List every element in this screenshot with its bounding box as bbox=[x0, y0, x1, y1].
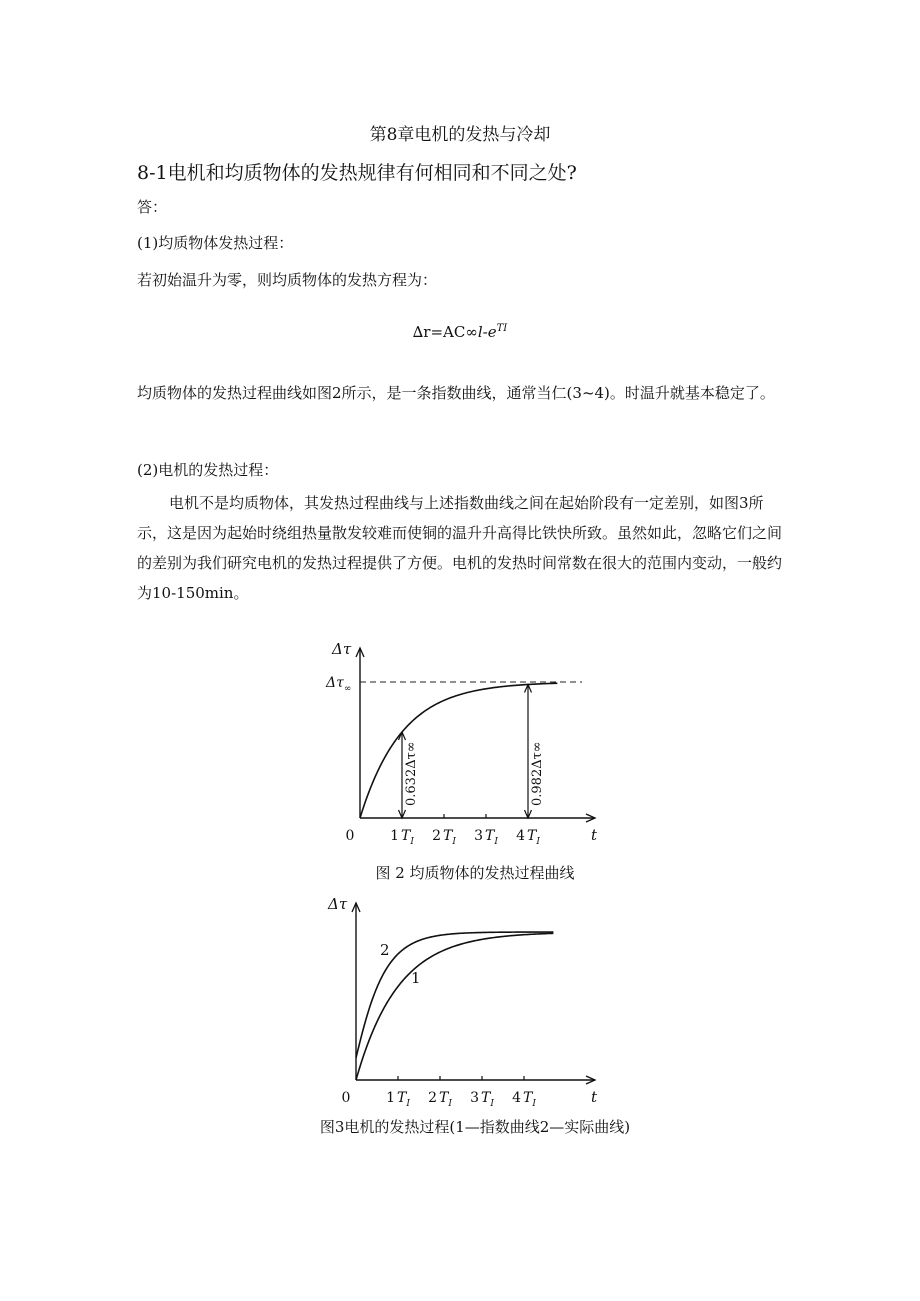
y-axis-label: Δτ bbox=[332, 640, 352, 658]
y-axis-label: Δτ bbox=[328, 895, 348, 913]
x-tick-label: 2 $T_I$ bbox=[428, 1090, 452, 1109]
figure-2-chart bbox=[320, 640, 610, 845]
section-1-intro: 若初始温升为零，则均质物体的发热方程为： bbox=[137, 271, 438, 289]
formula-exponent: TI bbox=[496, 323, 508, 334]
heating-equation bbox=[0, 323, 920, 341]
annotation-label: 0.632Δτ∞ bbox=[404, 741, 419, 806]
section-2-heading: (2)电机的发热过程： bbox=[137, 461, 279, 479]
x-tick-label: 4 $T_I$ bbox=[512, 1090, 536, 1109]
x-tick-label: 2 $T_I$ bbox=[432, 828, 456, 845]
answer-label: 答： bbox=[137, 198, 168, 216]
figure-3-caption: 图3电机的发热过程(1—指数曲线2—实际曲线) bbox=[319, 1118, 631, 1136]
figure-3-chart bbox=[320, 895, 610, 1115]
x-tick-label: 4 $T_I$ bbox=[516, 828, 540, 845]
curve-2-label: 2 bbox=[380, 941, 390, 959]
formula-right: l-e bbox=[477, 323, 497, 341]
question-heading: 8-1电机和均质物体的发热规律有何相同和不同之处? bbox=[137, 162, 577, 184]
curve-1-label: 1 bbox=[411, 969, 421, 987]
formula-left: ∆r=AC∞ bbox=[412, 323, 478, 341]
origin-label: 0 bbox=[341, 1090, 351, 1106]
x-tick-label: 3 $T_I$ bbox=[474, 828, 498, 845]
figure-2-caption: 图 2 均质物体的发热过程曲线 bbox=[375, 864, 575, 882]
section-1-body: 均质物体的发热过程曲线如图2所示，是一条指数曲线，通常当仁(3~4)。时温升就基本稳定了。 bbox=[137, 384, 775, 402]
asymptote-label: $\Delta\tau_\infty$ bbox=[326, 675, 352, 694]
x-axis-label: t bbox=[591, 826, 598, 844]
x-tick-label: 1 $T_I$ bbox=[390, 828, 414, 845]
x-tick-label: 3 $T_I$ bbox=[470, 1090, 494, 1109]
origin-label: 0 bbox=[345, 828, 355, 844]
x-tick-label: 1 $T_I$ bbox=[386, 1090, 410, 1109]
section-1-heading: (1)均质物体发热过程： bbox=[137, 234, 294, 252]
x-axis-label: t bbox=[591, 1088, 598, 1106]
page-title: 第8章电机的发热与冷却 bbox=[369, 125, 551, 145]
annotation-label: 0.982Δτ∞ bbox=[530, 741, 545, 806]
section-2-body: 电机不是均质物体，其发热过程曲线与上述指数曲线之间在起始阶段有一定差别，如图3所示，这是因为起始时绕组热量散发较难而使铜的温升升高得比铁快所致。虽然如此，忽略它们之间的差别为我们研究电机的发热过程提供了方便。电机的发热时间常数在很大的范围内变动，一般约为10-150min。 bbox=[137, 494, 783, 602]
